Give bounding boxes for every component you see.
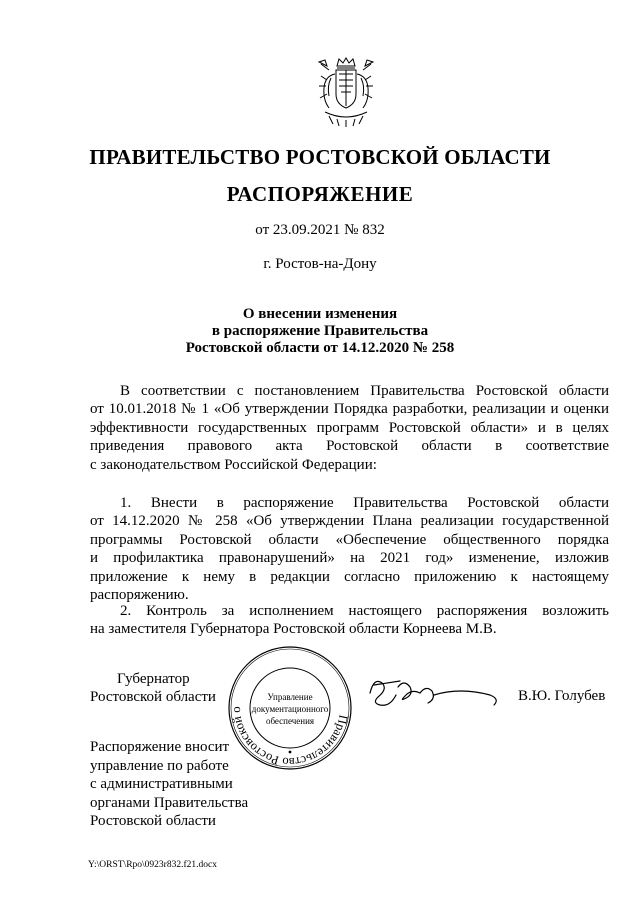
signature-scribble-icon	[360, 665, 510, 720]
item-1-line: распоряжению.	[90, 587, 189, 604]
preamble-line: с законодательством Российской Федерации:	[90, 456, 377, 473]
stamp-outer-text: Правительство Ростовской о	[228, 706, 351, 770]
signatory-title	[90, 670, 216, 707]
submitter-note	[90, 738, 248, 831]
preamble-paragraph	[90, 382, 609, 474]
item-1-line: программы Ростовской области «Обеспечение общественного порядка	[90, 531, 609, 548]
item-1-line: приложение к нему в редакции согласно приложению к настоящему	[90, 568, 609, 585]
stamp-inner-line-2: документационного	[251, 704, 329, 714]
document-type-title: РАСПОРЯЖЕНИЕ	[226, 182, 414, 206]
item-2-line: на заместителя Губернатора Ростовской области Корнеева М.В.	[90, 621, 497, 638]
subject-line-2: в распоряжение Правительства	[211, 323, 429, 339]
item-1-line: и профилактика правонарушений» на 2021 год» изменение, изложив	[90, 550, 609, 567]
rostov-oblast-coat-of-arms-icon	[315, 56, 377, 128]
item-1-line: от 14.12.2020 № 258 «Об утверждении Плана реализации государственной	[90, 513, 609, 530]
signatory-name: В.Ю. Голубев	[518, 688, 606, 704]
submitter-note-line: Распоряжение вносит	[90, 739, 230, 755]
stamp-inner-line-1: Управление	[267, 692, 313, 702]
preamble-line: от 10.01.2018 № 1 «Об утверждении Порядка разработки, реализации и оценки	[90, 401, 609, 418]
preamble-line: приведения правового акта Ростовской области в соответствие	[90, 438, 609, 455]
signatory-title-line-1: Губернатор	[117, 671, 190, 687]
subject-line-3: Ростовской области от 14.12.2020 № 258	[185, 340, 455, 356]
file-path-footer: Y:\ORST\Rpo\0923r832.f21.docx	[88, 860, 217, 870]
document-subject	[0, 306, 640, 357]
stamp-inner-line-3: обеспечения	[265, 716, 315, 726]
item-1-paragraph	[90, 494, 609, 604]
item-2-paragraph	[90, 602, 609, 639]
submitter-note-line: с административными	[90, 776, 233, 793]
coat-of-arms	[315, 56, 377, 128]
item-2-line: 2. Контроль за исполнением настоящего распоряжения возложить	[120, 603, 609, 619]
submitter-note-line: Ростовской области	[90, 813, 216, 830]
submitter-note-line: управление по работе	[90, 757, 229, 774]
preamble-line: В соответствии с постановлением Правительства Ростовской области	[120, 383, 609, 399]
preamble-line: эффективности государственных программ Ростовской области» и в целях	[90, 419, 609, 436]
document-city: г. Ростов-на-Дону	[263, 256, 377, 272]
handwritten-signature	[360, 665, 510, 720]
item-1-line: 1. Внести в распоряжение Правительства Ростовской области	[120, 495, 609, 511]
subject-line-1: О внесении изменения	[242, 306, 398, 322]
submitter-note-line: органами Правительства	[90, 794, 249, 811]
document-date-number: от 23.09.2021 № 832	[255, 222, 385, 238]
organization-title: ПРАВИТЕЛЬСТВО РОСТОВСКОЙ ОБЛАСТИ	[89, 145, 551, 169]
signatory-title-line-2: Ростовской области	[90, 689, 216, 706]
